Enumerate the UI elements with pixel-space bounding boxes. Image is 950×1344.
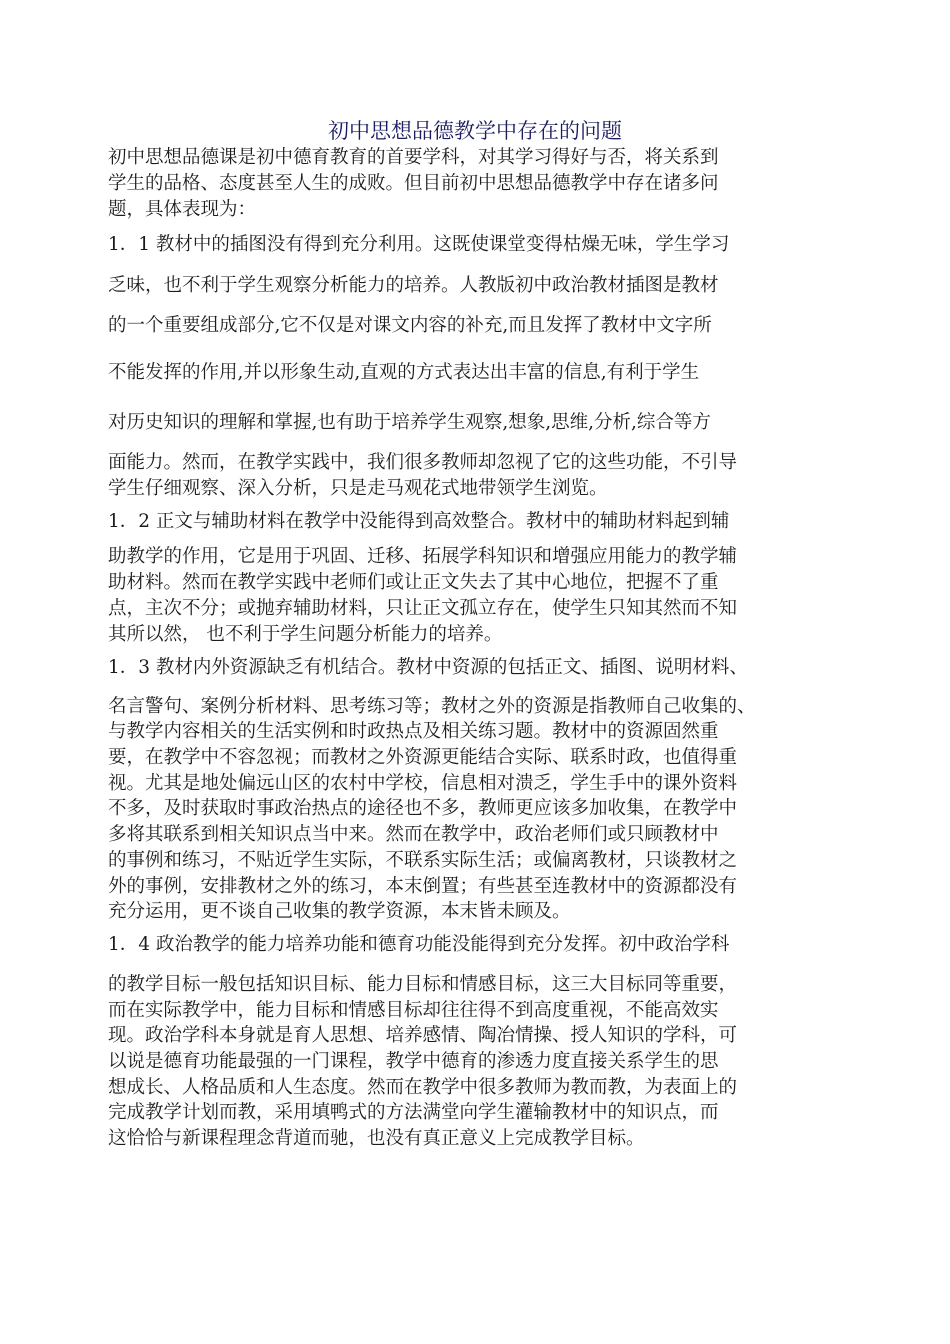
document-title: 初中思想品德教学中存在的问题 (328, 119, 622, 143)
body-line: 想成长、人格品质和人生态度。然而在教学中很多教师为教而教，为表面上的 (108, 1077, 738, 1098)
body-line: 助教学的作用，它是用于巩固、迁移、拓展学科知识和增强应用能力的教学辅 (108, 546, 738, 567)
body-line: 完成教学计划而教，采用填鸭式的方法满堂向学生灌输教材中的知识点，而 (108, 1102, 719, 1123)
body-line: 外的事例，安排教材之外的练习，本末倒置；有些甚至连教材中的资源都没有 (108, 876, 738, 897)
body-line: 与教学内容相关的生活实例和时政热点及相关练习题。教材中的资源固然重 (108, 721, 719, 742)
body-line: 多将其联系到相关知识点当中来。然而在教学中，政治老师们或只顾教材中 (108, 824, 719, 845)
body-line: 面能力。然而，在教学实践中，我们很多教师却忽视了它的这些功能，不引导 (108, 452, 738, 473)
body-line: 这恰恰与新课程理念背道而驰，也没有真正意义上完成教学目标。 (108, 1128, 645, 1149)
body-line: 而在实际教学中，能力目标和情感目标却往往得不到高度重视，不能高效实 (108, 1000, 719, 1021)
body-line: 初中思想品德课是初中德育教育的首要学科，对其学习得好与否，将关系到 (108, 147, 719, 168)
body-line: 对历史知识的理解和掌握,也有助于培养学生观察,想象,思维,分析,综合等方 (108, 412, 711, 433)
body-line: 的事例和练习，不贴近学生实际，不联系实际生活；或偏离教材，只谈教材之 (108, 850, 738, 871)
body-line: 其所以然， 也不利于学生问题分析能力的培养。 (108, 624, 503, 645)
body-line: 视。尤其是地处偏远山区的农村中学校，信息相对溃乏，学生手中的课外资料 (108, 773, 738, 794)
body-line: 助材料。然而在教学实践中老师们或让正文失去了其中心地位，把握不了重 (108, 572, 719, 593)
body-line: 1．3 教材内外资源缺乏有机结合。教材中资源的包括正文、插图、说明材料、 (108, 657, 748, 678)
body-line: 的教学目标一般包括知识目标、能力目标和情感目标，这三大目标同等重要， (108, 974, 738, 995)
body-line: 要，在教学中不容忽视；而教材之外资源更能结合实际、联系时政，也值得重 (108, 747, 738, 768)
body-line: 学生仔细观察、深入分析，只是走马观花式地带领学生浏览。 (108, 478, 608, 499)
body-line: 充分运用，更不谈自己收集的教学资源，本末皆未顾及。 (108, 901, 571, 922)
body-line: 1．1 教材中的插图没有得到充分利用。这既使课堂变得枯燥无味，学生学习 (108, 234, 730, 255)
body-line: 1．4 政治教学的能力培养功能和德育功能没能得到充分发挥。初中政治学科 (108, 934, 730, 955)
body-line: 名言警句、案例分析材料、思考练习等；教材之外的资源是指教师自己收集的、 (108, 696, 756, 717)
body-line: 乏味，也不利于学生观察分析能力的培养。人教版初中政治教材插图是教材 (108, 275, 719, 296)
body-line: 以说是德育功能最强的一门课程，教学中德育的渗透力度直接关系学生的思 (108, 1051, 719, 1072)
body-line: 的一个重要组成部分,它不仅是对课文内容的补充,而且发挥了教材中文字所 (108, 315, 712, 336)
body-line: 题，具体表现为： (108, 199, 257, 220)
body-line: 现。政治学科本身就是育人思想、培养感情、陶冶情操、授人知识的学科，可 (108, 1025, 738, 1046)
body-line: 不多，及时获取时事政治热点的途径也不多，教师更应该多加收集，在教学中 (108, 798, 738, 819)
body-line: 不能发挥的作用,并以形象生动,直观的方式表达出丰富的信息,有利于学生 (108, 362, 700, 383)
body-line: 学生的品格、态度甚至人生的成败。但目前初中思想品德教学中存在诸多问 (108, 173, 719, 194)
body-line: 点，主次不分；或抛弃辅助材料，只让正文孤立存在，使学生只知其然而不知 (108, 598, 738, 619)
body-line: 1．2 正文与辅助材料在教学中没能得到高效整合。教材中的辅助材料起到辅 (108, 511, 730, 532)
